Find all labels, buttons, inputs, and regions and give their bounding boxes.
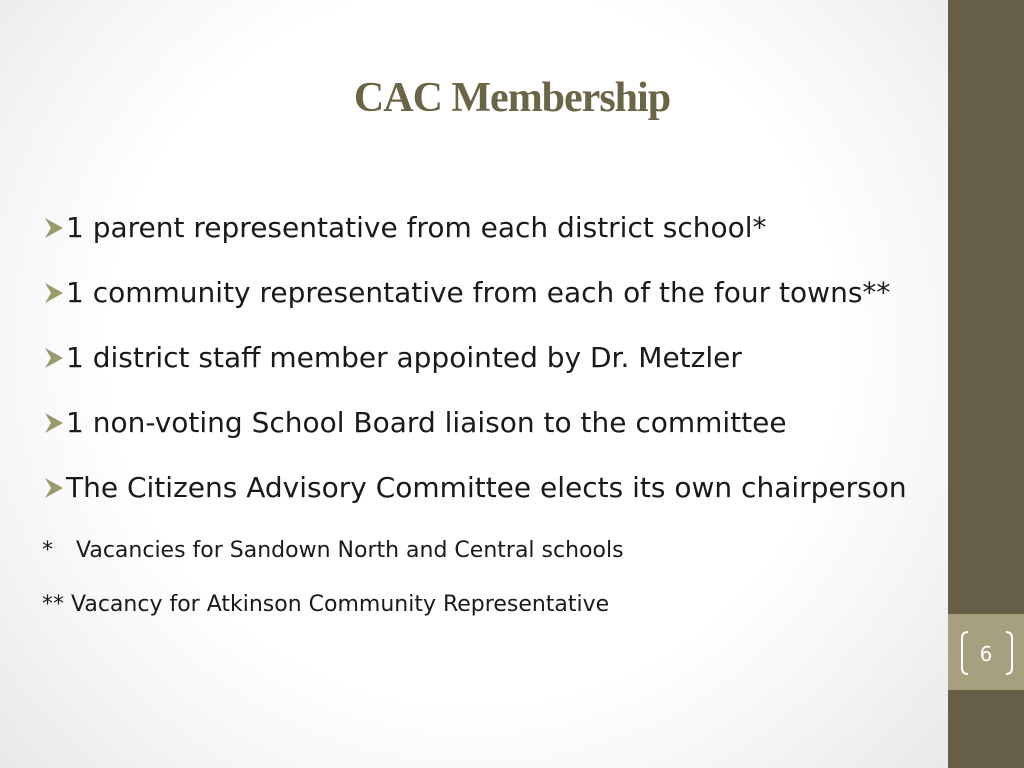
- footnote-marker: **: [42, 592, 64, 617]
- slide-title: CAC Membership: [353, 75, 671, 121]
- bullet-item: [42, 403, 907, 468]
- arrow-bullet-icon: [42, 279, 66, 307]
- bullet-text: 1 non-voting School Board liaison to the committee: [66, 406, 787, 439]
- bullet-item: [42, 208, 907, 273]
- bullet-list: [42, 208, 907, 533]
- bullet-item: [42, 273, 907, 338]
- footnote-text: Vacancy for Atkinson Community Representative: [71, 592, 610, 617]
- footnote: [42, 538, 624, 563]
- footnote: [42, 592, 609, 617]
- footnote-marker: *: [42, 538, 53, 563]
- arrow-bullet-icon: [42, 409, 66, 437]
- bullet-text: 1 parent representative from each district school*: [66, 211, 767, 244]
- arrow-bullet-icon: [42, 214, 66, 242]
- page-number: 6: [979, 642, 993, 666]
- footnote-text: Vacancies for Sandown North and Central schools: [76, 538, 624, 563]
- arrow-bullet-icon: [42, 344, 66, 372]
- bullet-text: 1 district staff member appointed by Dr. Metzler: [66, 341, 742, 374]
- bullet-text: 1 community representative from each of the four towns**: [66, 276, 891, 309]
- bullet-text: The Citizens Advisory Committee elects its own chairperson: [66, 471, 907, 504]
- bullet-item: [42, 468, 907, 533]
- arrow-bullet-icon: [42, 474, 66, 502]
- bullet-item: [42, 338, 907, 403]
